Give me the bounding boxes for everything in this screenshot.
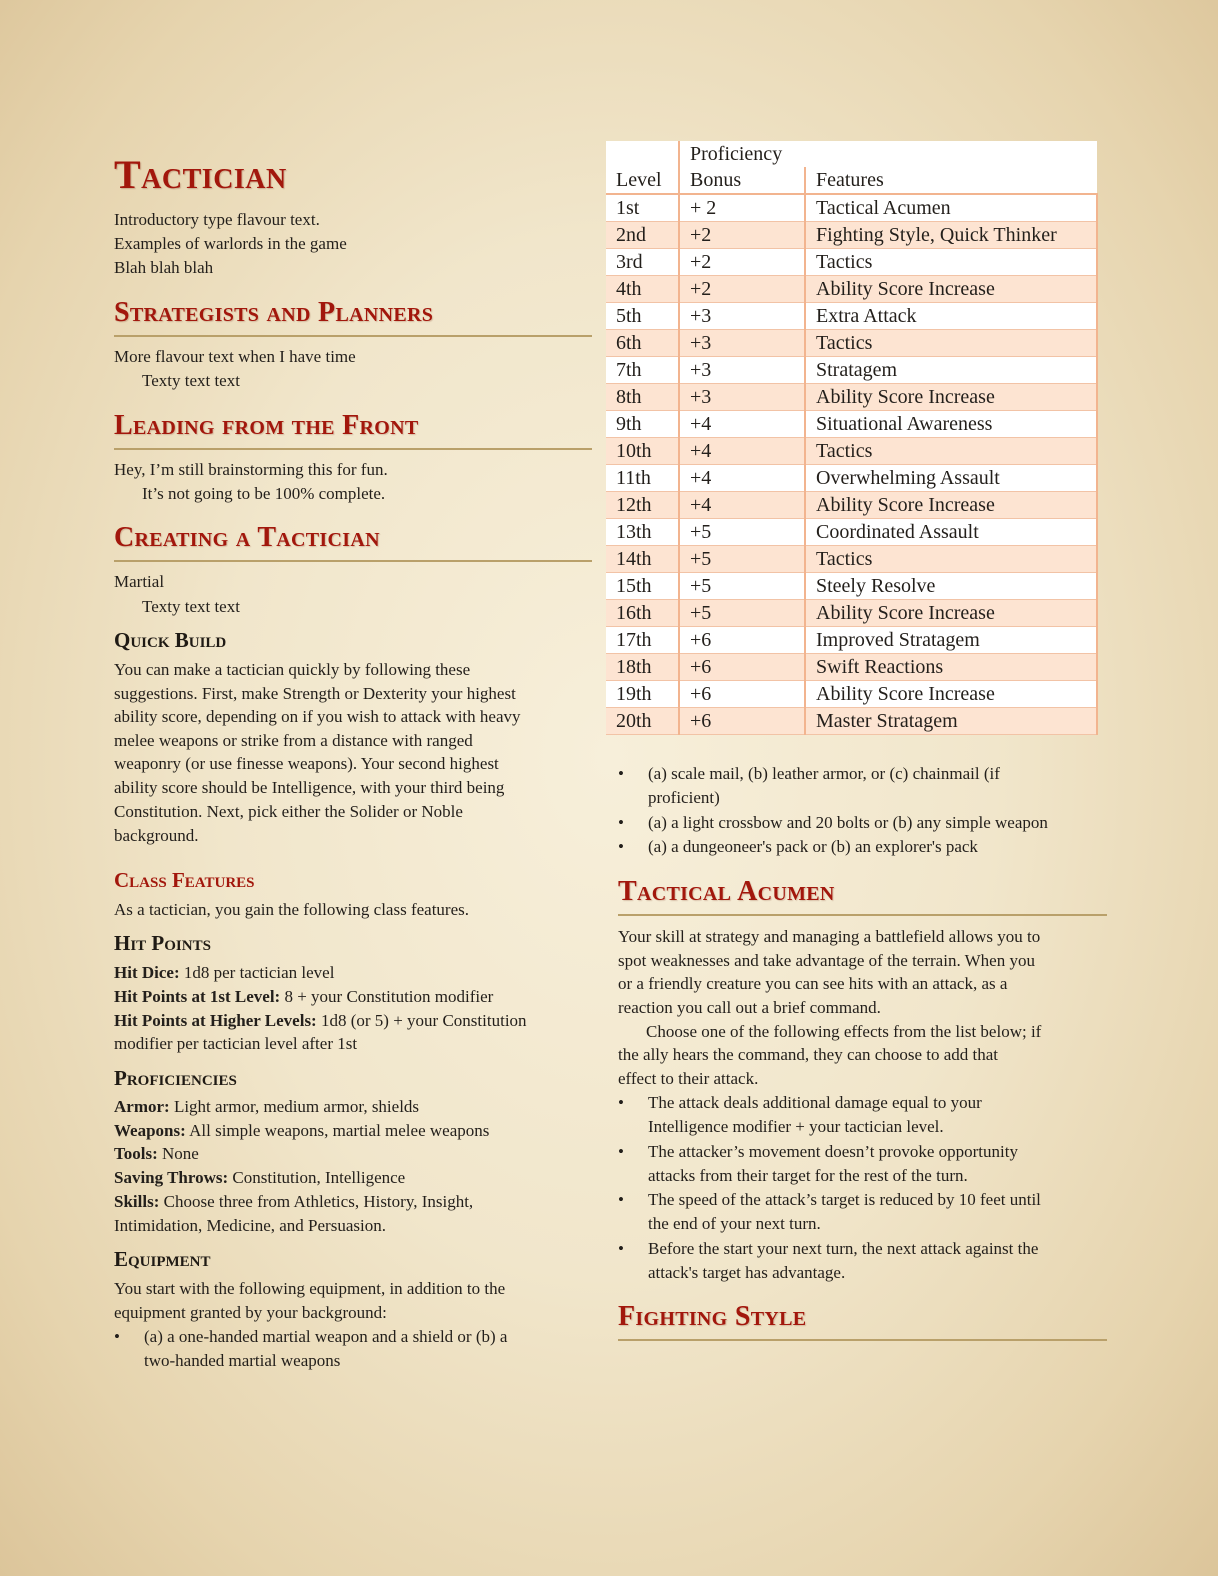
table-row	[606, 573, 1097, 600]
table-row	[606, 546, 1097, 573]
hit-dice-line	[114, 961, 334, 985]
table-cell-bonus: +3	[679, 357, 805, 384]
table-cell-level: 12th	[606, 492, 679, 519]
table-cell-level: 4th	[606, 276, 679, 303]
table-cell-features: Ability Score Increase	[805, 681, 1097, 708]
table-cell-level: 3rd	[606, 249, 679, 276]
heading-quick-build: Quick Build	[114, 628, 227, 652]
acumen-line: the ally hears the command, they can choose to add that	[618, 1045, 999, 1064]
table-row	[606, 681, 1097, 708]
table-cell-level: 19th	[606, 681, 679, 708]
heading-class-features: Class Features	[114, 868, 255, 892]
bullet-icon: •	[618, 1142, 624, 1161]
list-item-text: proficient)	[648, 788, 720, 807]
table-row	[606, 465, 1097, 492]
table-cell-level: 13th	[606, 519, 679, 546]
table-header-proficiency: Proficiency	[690, 143, 783, 165]
heading-strategists: Strategists and Planners	[114, 297, 434, 328]
table-cell-bonus: + 2	[679, 194, 805, 222]
acumen-line: effect to their attack.	[618, 1069, 759, 1088]
table-cell-bonus: +4	[679, 438, 805, 465]
bullet-icon: •	[618, 764, 624, 783]
page-title: Tactician	[114, 152, 287, 197]
table-cell-bonus: +3	[679, 330, 805, 357]
table-cell-features: Tactics	[805, 249, 1097, 276]
sec2-line-2: It’s not going to be 100% complete.	[142, 484, 386, 503]
acumen-line: or a friendly creature you can see hits with an attack, as a	[618, 974, 1008, 993]
table-cell-bonus: +4	[679, 492, 805, 519]
quick-build-line: ability score should be Intelligence, with your third being	[114, 778, 505, 797]
list-item-text: two-handed martial weapons	[144, 1351, 341, 1370]
armor-label: Armor:	[114, 1097, 170, 1116]
table-row	[606, 330, 1097, 357]
heading-rule	[114, 448, 592, 450]
table-cell-features: Master Stratagem	[805, 708, 1097, 735]
table-cell-bonus: +3	[679, 303, 805, 330]
table-row	[606, 438, 1097, 465]
table-cell-features: Ability Score Increase	[805, 600, 1097, 627]
quick-build-line: Constitution. Next, pick either the Solider or Noble	[114, 802, 463, 821]
table-cell-level: 17th	[606, 627, 679, 654]
table-header-empty	[606, 141, 679, 167]
table-cell-bonus: +6	[679, 654, 805, 681]
table-row	[606, 492, 1097, 519]
list-item-text: the end of your next turn.	[648, 1214, 821, 1233]
hp-first-label: Hit Points at 1st Level:	[114, 987, 281, 1006]
list-item-text: The speed of the attack’s target is reduced by 10 feet until	[648, 1190, 1041, 1209]
tools-value: None	[157, 1144, 199, 1163]
equipment-line: You start with the following equipment, in addition to the	[114, 1279, 506, 1298]
table-cell-features: Ability Score Increase	[805, 384, 1097, 411]
hit-dice-value: 1d8 per tactician level	[179, 963, 335, 982]
table-cell-features: Ability Score Increase	[805, 492, 1097, 519]
table-row	[606, 357, 1097, 384]
table-header-level: Level	[606, 167, 679, 194]
skills-cont: Intimidation, Medicine, and Persuasion.	[114, 1216, 386, 1235]
table-row	[606, 519, 1097, 546]
skills-line	[114, 1190, 473, 1214]
quick-build-line: melee weapons or strike from a distance with ranged	[114, 731, 473, 750]
weapons-value: All simple weapons, martial melee weapons	[185, 1121, 490, 1140]
table-row	[606, 276, 1097, 303]
table-header-features: Features	[805, 167, 1097, 194]
heading-fighting-style: Fighting Style	[618, 1301, 807, 1332]
sec3-line-2: Texty text text	[142, 597, 240, 616]
intro-line-1: Introductory type flavour text.	[114, 210, 320, 229]
heading-hit-points: Hit Points	[114, 931, 211, 955]
table-cell-level: 15th	[606, 573, 679, 600]
table-cell-features: Ability Score Increase	[805, 276, 1097, 303]
table-cell-features: Tactical Acumen	[805, 194, 1097, 222]
table-row	[606, 249, 1097, 276]
acumen-line: Choose one of the following effects from the list below; if	[646, 1022, 1042, 1041]
table-cell-level: 1st	[606, 194, 679, 222]
table-cell-level: 18th	[606, 654, 679, 681]
heading-rule	[114, 335, 592, 337]
bullet-icon: •	[618, 813, 624, 832]
table-cell-features: Extra Attack	[805, 303, 1097, 330]
table-cell-level: 2nd	[606, 222, 679, 249]
table-cell-features: Coordinated Assault	[805, 519, 1097, 546]
table-header-empty	[805, 141, 1097, 167]
hp-higher-label: Hit Points at Higher Levels:	[114, 1011, 317, 1030]
tools-line	[114, 1142, 199, 1166]
table-cell-bonus: +4	[679, 465, 805, 492]
intro-line-2: Examples of warlords in the game	[114, 234, 347, 253]
quick-build-line: ability score, depending on if you wish to attack with heavy	[114, 707, 521, 726]
table-cell-features: Steely Resolve	[805, 573, 1097, 600]
hit-dice-label: Hit Dice:	[114, 963, 180, 982]
table-cell-level: 20th	[606, 708, 679, 735]
hp-higher-cont: modifier per tactician level after 1st	[114, 1034, 358, 1053]
table-cell-features: Tactics	[805, 546, 1097, 573]
table-cell-bonus: +5	[679, 546, 805, 573]
hp-first-value: 8 + your Constitution modifier	[280, 987, 494, 1006]
quick-build-line: suggestions. First, make Strength or Dexterity your highest	[114, 684, 516, 703]
equipment-line: equipment granted by your background:	[114, 1303, 387, 1322]
table-cell-bonus: +2	[679, 276, 805, 303]
table-cell-bonus: +4	[679, 411, 805, 438]
table-cell-bonus: +6	[679, 681, 805, 708]
table-row	[606, 627, 1097, 654]
table-row	[606, 194, 1097, 222]
saving-throws-line	[114, 1166, 405, 1190]
table-cell-bonus: +6	[679, 708, 805, 735]
list-item-text: Intelligence modifier + your tactician level.	[648, 1117, 944, 1136]
saving-throws-value: Constitution, Intelligence	[228, 1168, 406, 1187]
skills-value: Choose three from Athletics, History, Insight,	[159, 1192, 474, 1211]
table-cell-bonus: +5	[679, 519, 805, 546]
table-cell-features: Stratagem	[805, 357, 1097, 384]
table-cell-features: Situational Awareness	[805, 411, 1097, 438]
table-cell-features: Tactics	[805, 330, 1097, 357]
sec3-line-1: Martial	[114, 572, 165, 591]
class-features-text: As a tactician, you gain the following class features.	[114, 900, 469, 919]
table-cell-bonus: +3	[679, 384, 805, 411]
table-cell-level: 10th	[606, 438, 679, 465]
heading-leading-front: Leading from the Front	[114, 410, 419, 441]
heading-rule	[114, 560, 592, 562]
table-cell-bonus: +5	[679, 600, 805, 627]
heading-rule	[618, 1339, 1107, 1341]
list-item-text: attacks from their target for the rest of the turn.	[648, 1166, 968, 1185]
table-cell-features: Tactics	[805, 438, 1097, 465]
heading-tactical-acumen: Tactical Acumen	[618, 876, 835, 907]
quick-build-line: weaponry (or use finesse weapons). Your second highest	[114, 754, 499, 773]
bullet-icon: •	[618, 1093, 624, 1112]
heading-equipment: Equipment	[114, 1247, 211, 1271]
acumen-line: spot weaknesses and take advantage of the terrain. When you	[618, 951, 1035, 970]
table-row	[606, 384, 1097, 411]
list-item-text: The attacker’s movement doesn’t provoke opportunity	[648, 1142, 1018, 1161]
list-item-text: attack's target has advantage.	[648, 1263, 846, 1282]
bullet-icon: •	[618, 837, 624, 856]
table-cell-level: 5th	[606, 303, 679, 330]
acumen-line: Your skill at strategy and managing a battlefield allows you to	[618, 927, 1041, 946]
table-cell-bonus: +2	[679, 222, 805, 249]
table-row	[606, 708, 1097, 735]
sec1-line-1: More flavour text when I have time	[114, 347, 356, 366]
table-cell-level: 16th	[606, 600, 679, 627]
table-row	[606, 222, 1097, 249]
sec1-line-2: Texty text text	[142, 371, 240, 390]
list-item-text: Before the start your next turn, the next attack against the	[648, 1239, 1039, 1258]
table-row	[606, 411, 1097, 438]
table-cell-level: 6th	[606, 330, 679, 357]
quick-build-line: You can make a tactician quickly by following these	[114, 660, 471, 679]
intro-line-3: Blah blah blah	[114, 258, 214, 277]
table-cell-features: Overwhelming Assault	[805, 465, 1097, 492]
armor-line	[114, 1095, 419, 1119]
bullet-icon: •	[618, 1190, 624, 1209]
table-cell-level: 8th	[606, 384, 679, 411]
table-body	[606, 194, 1097, 735]
hp-first-level-line	[114, 985, 493, 1009]
list-item-text: (a) scale mail, (b) leather armor, or (c) chainmail (if	[648, 764, 1000, 783]
acumen-line: reaction you call out a brief command.	[618, 998, 881, 1017]
table-cell-features: Swift Reactions	[805, 654, 1097, 681]
table-cell-features: Improved Stratagem	[805, 627, 1097, 654]
hp-higher-value: 1d8 (or 5) + your Constitution	[316, 1011, 527, 1030]
list-item-text: (a) a dungeoneer's pack or (b) an explorer's pack	[648, 837, 978, 856]
table-row	[606, 654, 1097, 681]
hp-higher-level-line	[114, 1009, 527, 1033]
weapons-line	[114, 1119, 489, 1143]
saving-throws-label: Saving Throws:	[114, 1168, 229, 1187]
armor-value: Light armor, medium armor, shields	[169, 1097, 420, 1116]
quick-build-line: background.	[114, 826, 199, 845]
table-cell-level: 14th	[606, 546, 679, 573]
list-item-text: (a) a light crossbow and 20 bolts or (b) any simple weapon	[648, 813, 1048, 832]
table-row	[606, 303, 1097, 330]
class-table	[606, 141, 1098, 735]
heading-creating: Creating a Tactician	[114, 522, 380, 553]
table-cell-level: 11th	[606, 465, 679, 492]
table-cell-features: Fighting Style, Quick Thinker	[805, 222, 1097, 249]
tools-label: Tools:	[114, 1144, 158, 1163]
list-item-text: The attack deals additional damage equal to your	[648, 1093, 982, 1112]
sec2-line-1: Hey, I’m still brainstorming this for fun.	[114, 460, 388, 479]
bullet-icon: •	[618, 1239, 624, 1258]
heading-rule	[618, 914, 1107, 916]
table-cell-bonus: +6	[679, 627, 805, 654]
table-header-bonus: Bonus	[679, 167, 805, 194]
heading-proficiencies: Proficiencies	[114, 1066, 237, 1090]
table-row	[606, 600, 1097, 627]
skills-label: Skills:	[114, 1192, 160, 1211]
table-cell-bonus: +5	[679, 573, 805, 600]
list-item-text: (a) a one-handed martial weapon and a shield or (b) a	[144, 1327, 508, 1346]
table-cell-level: 9th	[606, 411, 679, 438]
table-cell-level: 7th	[606, 357, 679, 384]
bullet-icon: •	[114, 1327, 120, 1346]
table-cell-bonus: +2	[679, 249, 805, 276]
weapons-label: Weapons:	[114, 1121, 186, 1140]
